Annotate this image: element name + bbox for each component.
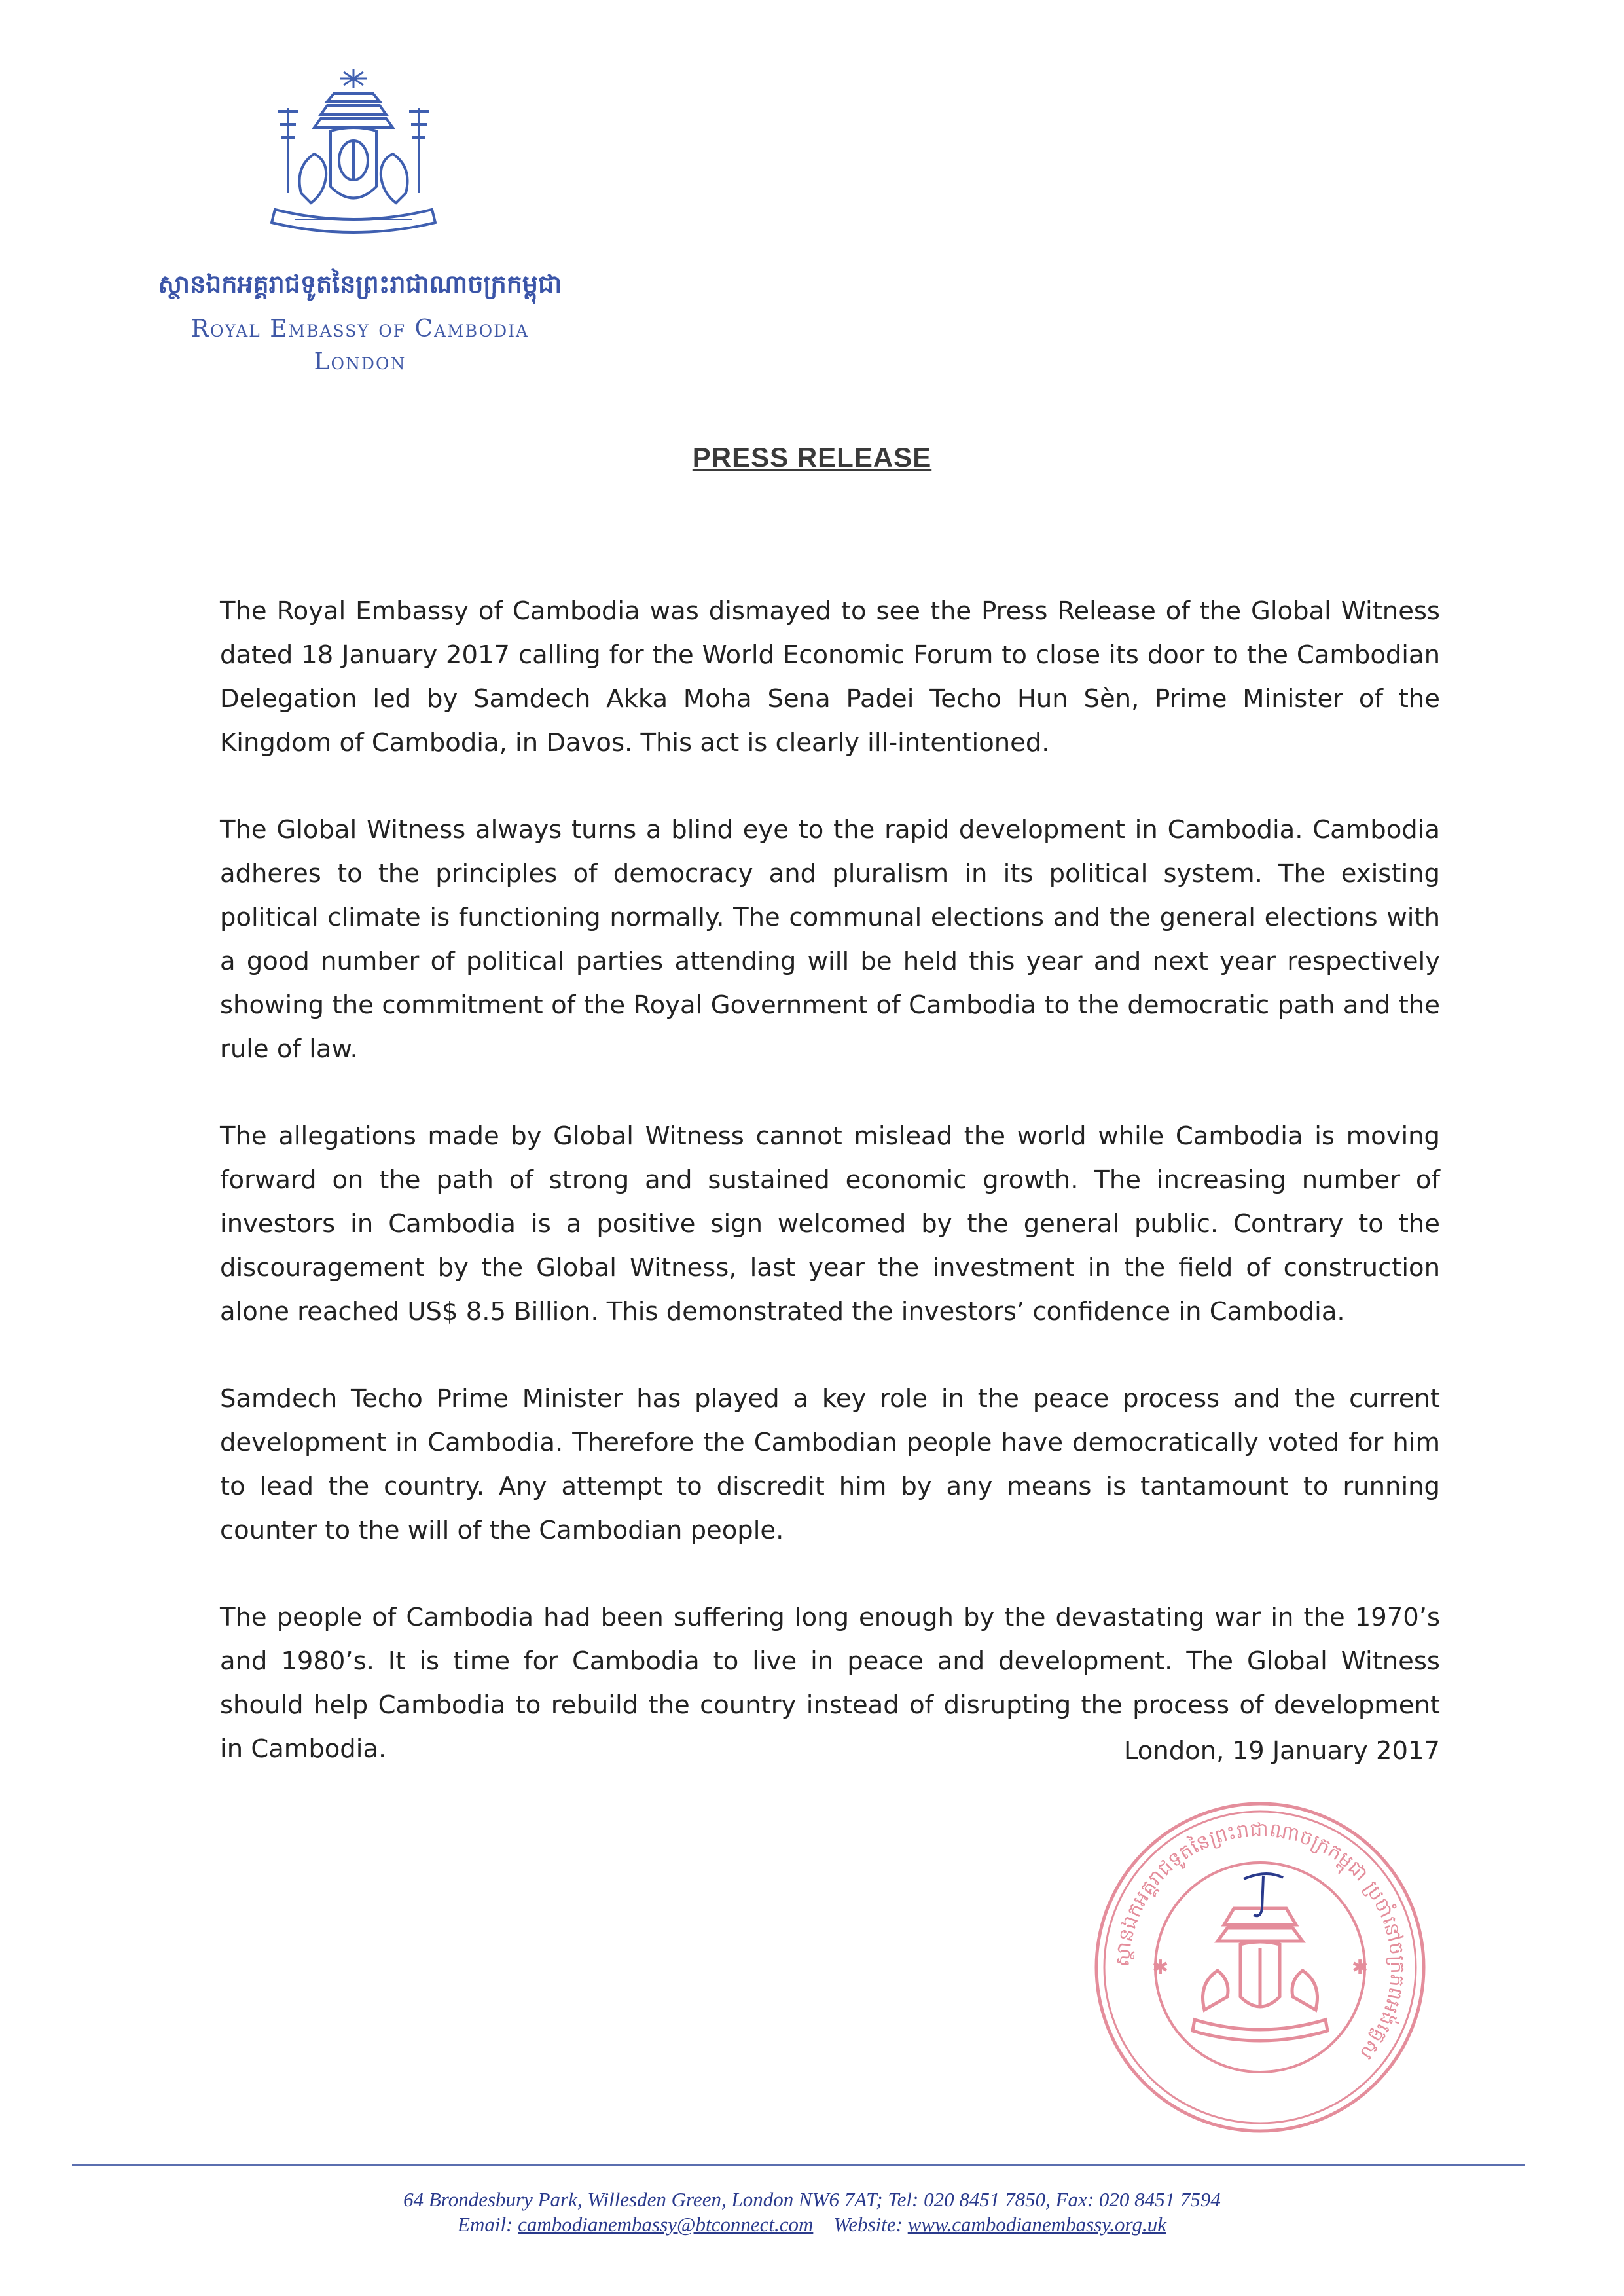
official-seal-stamp [1087, 1794, 1434, 2141]
footer-divider [72, 2164, 1525, 2166]
paragraph-2: The Global Witness always turns a blind eye to the rapid development in Cambodia. Cambodia adheres to the principles of democracy and pluralism in its political system. The existing political climate is functioning normally. The communal elections and the general elections with a good number of political parties attending will be held this year and next year respectively showing the commitment of the Royal Government of Cambodia to the democratic path and the rule of law. [220, 815, 1440, 1064]
embassy-name [124, 313, 596, 378]
svg-text:✱: ✱ [1152, 1956, 1169, 1979]
footer-contact [0, 2213, 1624, 2236]
paragraph-1: The Royal Embassy of Cambodia was dismayed to see the Press Release of the Global Witness dated 18 January 2017 calling for the World Economic Forum to close its door to the Cambodian Delegation led by Samdech Akka Moha Sena Padei Techo Hun Sèn, Prime Minister of the Kingdom of Cambodia, in Davos. This act is clearly ill-intentioned. [220, 596, 1440, 757]
embassy-name-line2: London [314, 348, 406, 375]
page-title: PRESS RELEASE [692, 442, 932, 473]
embassy-khmer-name: ស្ថានឯកអគ្គរាជទូតនៃព្រះរាជាណាចក្រកម្ពុជា [158, 270, 562, 299]
embassy-name-line1: Royal Embassy of Cambodia [190, 316, 530, 342]
royal-crest-icon [249, 62, 458, 252]
paragraph-5: The people of Cambodia had been suffering long enough by the devastating war in the 1970’s and 1980’s. It is time for Cambodia to live in peace and development. The Global Witness should help Cambodia to rebuild the country instead of disrupting the process of development in Cambodia. [220, 1603, 1440, 1764]
paragraph-3: The allegations made by Global Witness cannot mislead the world while Cambodia is moving forward on the path of strong and sustained economic growth. The increasing number of investors in Cambodia is a positive sign welcomed by the general public. Contrary to the discouragement by the Global Witness, last year the investment in the field of construction alone reached US$ 8.5 Billion. This demonstrated the investors’ confidence in Cambodia. [220, 1121, 1440, 1326]
svg-text:✱: ✱ [1352, 1956, 1369, 1979]
press-release-body [220, 589, 1440, 1814]
footer-address: 64 Brondesbury Park, Willesden Green, London NW6 7AT; Tel: 020 8451 7850, Fax: 020 8451 7594 [403, 2188, 1221, 2211]
footer-email-link[interactable]: cambodianembassy@btconnect.com [518, 2213, 814, 2236]
dateline: London, 19 January 2017 [1124, 1736, 1440, 1766]
footer-website-link[interactable]: www.cambodianembassy.org.uk [907, 2213, 1166, 2236]
footer-email-label: Email: [458, 2213, 513, 2236]
paragraph-4: Samdech Techo Prime Minister has played a key role in the peace process and the current development in Cambodia. Therefore the Cambodian people have democratically voted for him to lead the country. Any attempt to discredit him by any means is tantamount to running counter to the will of the Cambodian people. [220, 1384, 1440, 1545]
seal-ring-text: ស្ថានឯកអគ្គរាជទូតនៃព្រះរាជាណាចក្រកម្ពុជា ប្រចាំនៅចក្រភពអង់គ្លេស [1111, 1818, 1409, 2064]
footer-website-label: Website: [833, 2213, 903, 2236]
